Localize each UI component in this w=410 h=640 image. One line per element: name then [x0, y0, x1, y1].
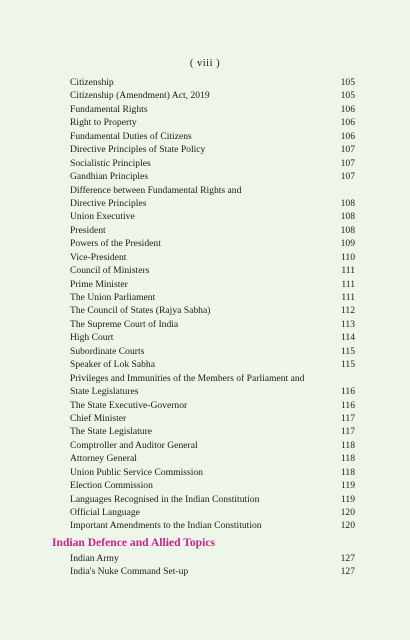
toc-entry-page-number: 120	[340, 507, 355, 518]
toc-entry-label: Chief Minister	[70, 412, 127, 424]
toc-entries	[0, 76, 410, 533]
toc-entry	[0, 197, 410, 210]
toc-entry	[0, 425, 410, 438]
toc-entry-page-number: 107	[340, 157, 355, 169]
toc-entry-label: Prime Minister	[70, 278, 128, 290]
toc-entry	[0, 399, 410, 412]
toc-entry-label: Directive Principles	[70, 197, 147, 209]
toc-entry	[0, 103, 410, 116]
toc-entry-page-number: 111	[341, 278, 355, 290]
toc-entry-label: Comptroller and Auditor General	[70, 439, 198, 451]
toc-entry-label: Union Executive	[70, 211, 135, 223]
toc-entry-page-number: 127	[340, 566, 355, 578]
toc-entry-label: Election Commission	[70, 480, 153, 492]
toc-entry	[0, 466, 410, 479]
toc-entry-label: Powers of the President	[70, 238, 161, 250]
toc-entry	[0, 372, 410, 385]
toc-entry-page-number: 118	[340, 453, 355, 465]
toc-entry-page-number: 111	[341, 292, 355, 303]
toc-entry-page-number: 115	[340, 359, 355, 371]
toc-entry	[0, 210, 410, 223]
table-of-contents	[0, 76, 410, 579]
toc-entry-page-number: 112	[340, 305, 355, 317]
toc-entry-label: President	[70, 224, 106, 236]
toc-entry-label: State Legislatures	[70, 386, 139, 398]
toc-entry	[0, 345, 410, 358]
toc-entry-page-number: 119	[340, 493, 355, 505]
toc-entry-page-number: 118	[340, 439, 355, 451]
toc-entry-label: High Court	[70, 332, 114, 344]
toc-entry-label: India's Nuke Command Set-up	[70, 566, 189, 578]
toc-entry-page-number: 114	[340, 332, 355, 344]
toc-entry-label: Right to Property	[70, 117, 137, 129]
toc-entry-label: Socialistic Principles	[70, 157, 151, 169]
toc-entry	[0, 565, 410, 578]
toc-entry-label: Official Language	[70, 507, 140, 518]
toc-entry-page-number: 105	[340, 77, 355, 88]
toc-entry-page-number: 116	[340, 386, 355, 398]
toc-entry-page-number: 106	[340, 130, 355, 142]
toc-entry-label: The State Legislature	[70, 426, 153, 438]
toc-entry-label: The Union Parliament	[70, 292, 156, 303]
toc-entry-label: Council of Ministers	[70, 265, 150, 277]
toc-entry-label: Speaker of Lok Sabha	[70, 359, 155, 371]
toc-entry	[0, 143, 410, 156]
toc-entry-page-number: 119	[340, 480, 355, 492]
toc-entry-page-number: 106	[340, 103, 355, 115]
toc-entry-label: Fundamental Rights	[70, 103, 148, 115]
toc-entry-label: The Supreme Court of India	[70, 318, 179, 330]
toc-entry-label: Important Amendments to the Indian Constitution	[70, 520, 262, 532]
toc-entry	[0, 358, 410, 371]
toc-entry-label: Directive Principles of State Policy	[70, 144, 206, 156]
toc-entry	[0, 552, 410, 565]
toc-entry-label: Languages Recognised in the Indian Constitution	[70, 493, 260, 505]
toc-entry-page-number: 118	[340, 466, 355, 478]
toc-entry-label: Attorney General	[70, 453, 137, 465]
toc-entry-page-number: 106	[340, 117, 355, 129]
toc-entry-page-number: 105	[340, 90, 355, 102]
toc-entry-page-number: 107	[340, 144, 355, 156]
toc-entry	[0, 130, 410, 143]
toc-entry-page-number: 110	[340, 251, 355, 263]
page-number: ( viii )	[189, 58, 221, 69]
toc-entry	[0, 291, 410, 304]
toc-entry-page-number: 117	[340, 426, 355, 438]
toc-entry	[0, 519, 410, 532]
toc-entry	[0, 237, 410, 250]
toc-entry-label: Difference between Fundamental Rights and	[70, 184, 242, 196]
toc-entry-page-number: 111	[341, 265, 355, 277]
toc-entry	[0, 412, 410, 425]
toc-entry	[0, 170, 410, 183]
toc-entry-page-number: 117	[340, 412, 355, 424]
toc-entry	[0, 506, 410, 519]
toc-entry-label: The State Executive-Governor	[70, 399, 188, 411]
toc-entry-label: Subordinate Courts	[70, 345, 145, 357]
toc-entry	[0, 89, 410, 102]
toc-entry	[0, 304, 410, 317]
toc-entry	[0, 184, 410, 197]
toc-entry-page-number: 127	[340, 552, 355, 564]
toc-entry	[0, 318, 410, 331]
toc-entry	[0, 479, 410, 492]
toc-entry	[0, 224, 410, 237]
toc-entry-page-number: 109	[340, 238, 355, 250]
toc-entry	[0, 251, 410, 264]
toc-entry-label: Citizenship (Amendment) Act, 2019	[70, 90, 210, 102]
toc-entry-label: Citizenship	[70, 77, 114, 88]
toc-entry-label: Privileges and Immunities of the Members of Parliament and	[70, 372, 305, 384]
toc-entry-page-number: 108	[340, 197, 355, 209]
toc-entry-page-number: 108	[340, 211, 355, 223]
toc-entry-label: Union Public Service Commission	[70, 466, 203, 478]
section-entries	[0, 552, 410, 579]
toc-entry	[0, 439, 410, 452]
toc-entry	[0, 385, 410, 398]
toc-entry	[0, 76, 410, 89]
toc-entry-page-number: 116	[340, 399, 355, 411]
toc-entry-page-number: 120	[340, 520, 355, 532]
toc-entry	[0, 116, 410, 129]
toc-entry-page-number: 115	[340, 345, 355, 357]
toc-entry	[0, 331, 410, 344]
toc-entry-label: Indian Army	[70, 552, 119, 564]
toc-entry	[0, 264, 410, 277]
toc-entry-page-number: 113	[340, 318, 355, 330]
toc-entry	[0, 157, 410, 170]
toc-entry-label: Vice-President	[70, 251, 127, 263]
section-heading: Indian Defence and Allied Topics	[52, 535, 215, 549]
toc-entry-page-number: 108	[340, 224, 355, 236]
toc-entry-label: Fundamental Duties of Citizens	[70, 130, 192, 142]
toc-entry-label: The Council of States (Rajya Sabha)	[70, 305, 211, 317]
toc-entry	[0, 278, 410, 291]
toc-entry	[0, 452, 410, 465]
toc-entry-page-number: 107	[340, 171, 355, 183]
toc-entry-label: Gandhian Principles	[70, 171, 149, 183]
toc-entry	[0, 493, 410, 506]
